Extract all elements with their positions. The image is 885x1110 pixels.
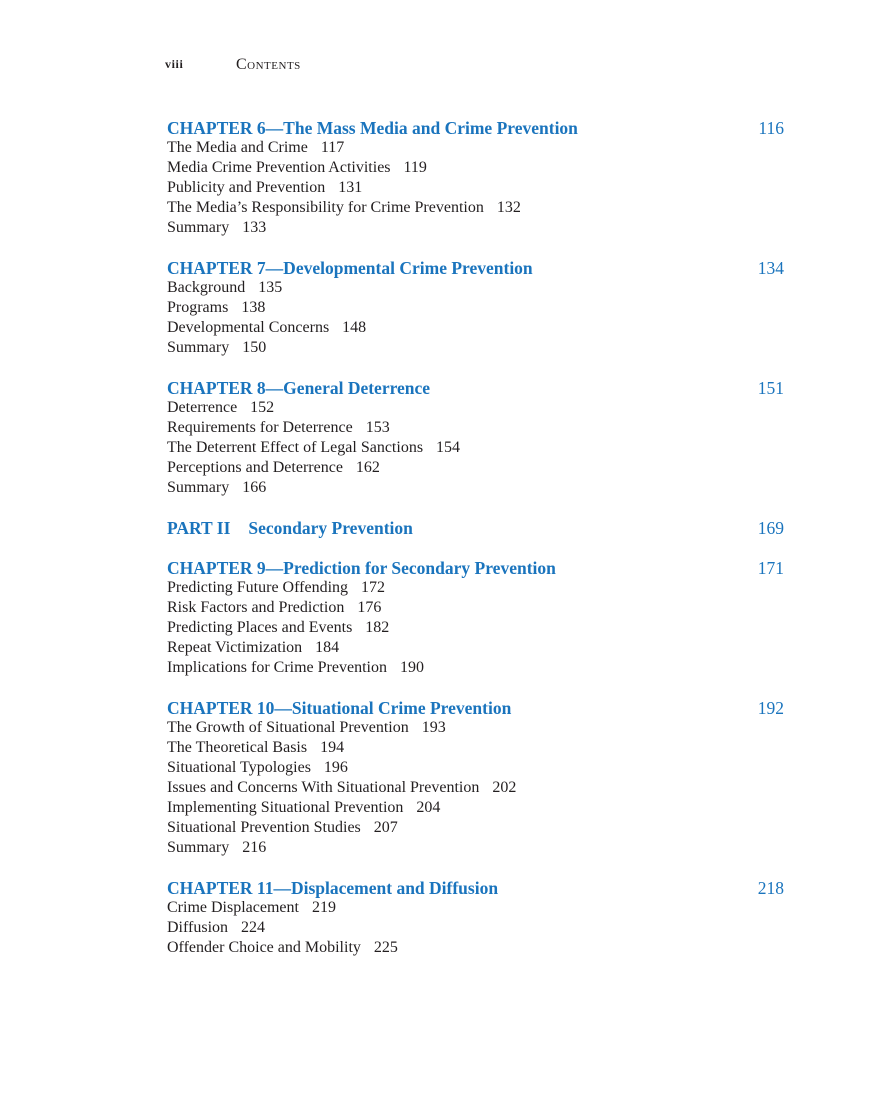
entry-title: The Deterrent Effect of Legal Sanctions: [167, 439, 424, 456]
entry-title: Summary: [167, 219, 230, 236]
heading-page-number: 169: [757, 518, 784, 538]
toc-entry[interactable]: [167, 398, 787, 418]
toc-entry[interactable]: [167, 158, 787, 178]
toc-entry[interactable]: [167, 218, 787, 238]
entry-title: Developmental Concerns: [167, 319, 330, 336]
entry-page-number: 216: [242, 839, 267, 856]
entry-page-number: 153: [365, 419, 390, 436]
toc-entry[interactable]: [167, 618, 787, 638]
heading-title: CHAPTER 11—Displacement and Diffusion: [167, 878, 499, 898]
toc-entry[interactable]: [167, 738, 787, 758]
toc-entry[interactable]: [167, 298, 787, 318]
chapter-heading[interactable]: [167, 698, 787, 718]
table-of-contents: [167, 118, 787, 978]
chapter-heading[interactable]: [167, 378, 787, 398]
entry-title: Crime Displacement: [167, 899, 299, 916]
chapter-heading[interactable]: [167, 878, 787, 898]
entry-page-number: 154: [436, 439, 461, 456]
entry-page-number: 193: [421, 719, 446, 736]
entry-page-number: 207: [373, 819, 398, 836]
part-heading[interactable]: [167, 518, 787, 538]
entry-page-number: 133: [242, 219, 267, 236]
chapter-heading[interactable]: [167, 118, 787, 138]
entry-title: Risk Factors and Prediction: [167, 599, 345, 616]
entry-title: The Media’s Responsibility for Crime Prevention: [167, 199, 484, 216]
toc-section: [167, 698, 787, 858]
entry-title: Requirements for Deterrence: [167, 419, 353, 436]
entry-page-number: 132: [496, 199, 521, 216]
entry-title: Diffusion: [167, 919, 229, 936]
toc-entry[interactable]: [167, 598, 787, 618]
entry-page-number: 131: [338, 179, 363, 196]
toc-entry[interactable]: [167, 718, 787, 738]
toc-entry[interactable]: [167, 278, 787, 298]
toc-entry[interactable]: [167, 918, 787, 938]
entry-page-number: 176: [357, 599, 382, 616]
entry-title: Publicity and Prevention: [167, 179, 326, 196]
entry-page-number: 225: [373, 939, 398, 956]
entry-title: Perceptions and Deterrence: [167, 459, 343, 476]
toc-entry[interactable]: [167, 458, 787, 478]
entry-title: Situational Prevention Studies: [167, 819, 361, 836]
heading-page-number: 151: [757, 378, 784, 398]
toc-section: [167, 518, 787, 538]
page-folio: viii: [165, 57, 184, 71]
entry-page-number: 204: [416, 799, 441, 816]
entry-title: Summary: [167, 479, 230, 496]
entry-title: Programs: [167, 299, 229, 316]
entry-title: Situational Typologies: [167, 759, 311, 776]
heading-title: CHAPTER 10—Situational Crime Prevention: [167, 698, 512, 718]
entry-title: Offender Choice and Mobility: [167, 939, 361, 956]
toc-section: [167, 118, 787, 238]
heading-title: CHAPTER 9—Prediction for Secondary Prevention: [167, 558, 556, 578]
entry-title: The Theoretical Basis: [167, 739, 308, 756]
heading-title: CHAPTER 6—The Mass Media and Crime Prevention: [167, 118, 578, 138]
entry-title: Implications for Crime Prevention: [167, 659, 387, 676]
entry-page-number: 190: [399, 659, 424, 676]
entry-title: Background: [167, 279, 246, 296]
entry-page-number: 148: [342, 319, 367, 336]
entry-page-number: 119: [403, 159, 427, 176]
toc-entry[interactable]: [167, 198, 787, 218]
heading-page-number: 218: [757, 878, 784, 898]
toc-section: [167, 558, 787, 678]
toc-section: [167, 378, 787, 498]
toc-entry[interactable]: [167, 478, 787, 498]
toc-entry[interactable]: [167, 758, 787, 778]
entry-title: Implementing Situational Prevention: [167, 799, 404, 816]
entry-page-number: 202: [492, 779, 517, 796]
part-label: PART II: [167, 518, 231, 538]
entry-page-number: 166: [242, 479, 267, 496]
entry-page-number: 182: [365, 619, 390, 636]
toc-entry[interactable]: [167, 318, 787, 338]
toc-entry[interactable]: [167, 818, 787, 838]
toc-section: [167, 878, 787, 958]
entry-page-number: 196: [323, 759, 348, 776]
entry-title: The Media and Crime: [167, 139, 308, 156]
entry-title: Issues and Concerns With Situational Prevention: [167, 779, 480, 796]
toc-entry[interactable]: [167, 638, 787, 658]
toc-entry[interactable]: [167, 838, 787, 858]
entry-page-number: 162: [355, 459, 380, 476]
entry-page-number: 172: [361, 579, 386, 596]
heading-title: Secondary Prevention: [248, 518, 413, 538]
entry-page-number: 194: [320, 739, 345, 756]
toc-entry[interactable]: [167, 658, 787, 678]
entry-title: Media Crime Prevention Activities: [167, 159, 391, 176]
entry-title: The Growth of Situational Prevention: [167, 719, 409, 736]
entry-title: Repeat Victimization: [167, 639, 303, 656]
toc-entry[interactable]: [167, 138, 787, 158]
entry-title: Summary: [167, 839, 230, 856]
entry-page-number: 224: [241, 919, 266, 936]
heading-page-number: 171: [757, 558, 784, 578]
entry-title: Predicting Places and Events: [167, 619, 353, 636]
entry-page-number: 150: [242, 339, 267, 356]
heading-title: CHAPTER 7—Developmental Crime Prevention: [167, 258, 533, 278]
heading-title: CHAPTER 8—General Deterrence: [167, 378, 431, 398]
toc-entry[interactable]: [167, 798, 787, 818]
running-head-title: Contents: [236, 56, 301, 73]
toc-entry[interactable]: [167, 178, 787, 198]
heading-page-number: 192: [757, 698, 784, 718]
toc-entry[interactable]: [167, 778, 787, 798]
entry-page-number: 184: [315, 639, 340, 656]
entry-title: Predicting Future Offending: [167, 579, 349, 596]
entry-page-number: 138: [241, 299, 266, 316]
entry-title: Deterrence: [167, 399, 238, 416]
heading-page-number: 134: [757, 258, 784, 278]
toc-entry[interactable]: [167, 578, 787, 598]
entry-page-number: 152: [250, 399, 275, 416]
toc-entry[interactable]: [167, 338, 787, 358]
toc-entry[interactable]: [167, 898, 787, 918]
chapter-heading[interactable]: [167, 558, 787, 578]
entry-page-number: 117: [320, 139, 345, 156]
toc-section: [167, 258, 787, 358]
entry-title: Summary: [167, 339, 230, 356]
toc-entry[interactable]: [167, 938, 787, 958]
entry-page-number: 135: [258, 279, 283, 296]
heading-page-number: 116: [758, 118, 784, 138]
toc-entry[interactable]: [167, 418, 787, 438]
entry-page-number: 219: [311, 899, 336, 916]
toc-entry[interactable]: [167, 438, 787, 458]
chapter-heading[interactable]: [167, 258, 787, 278]
